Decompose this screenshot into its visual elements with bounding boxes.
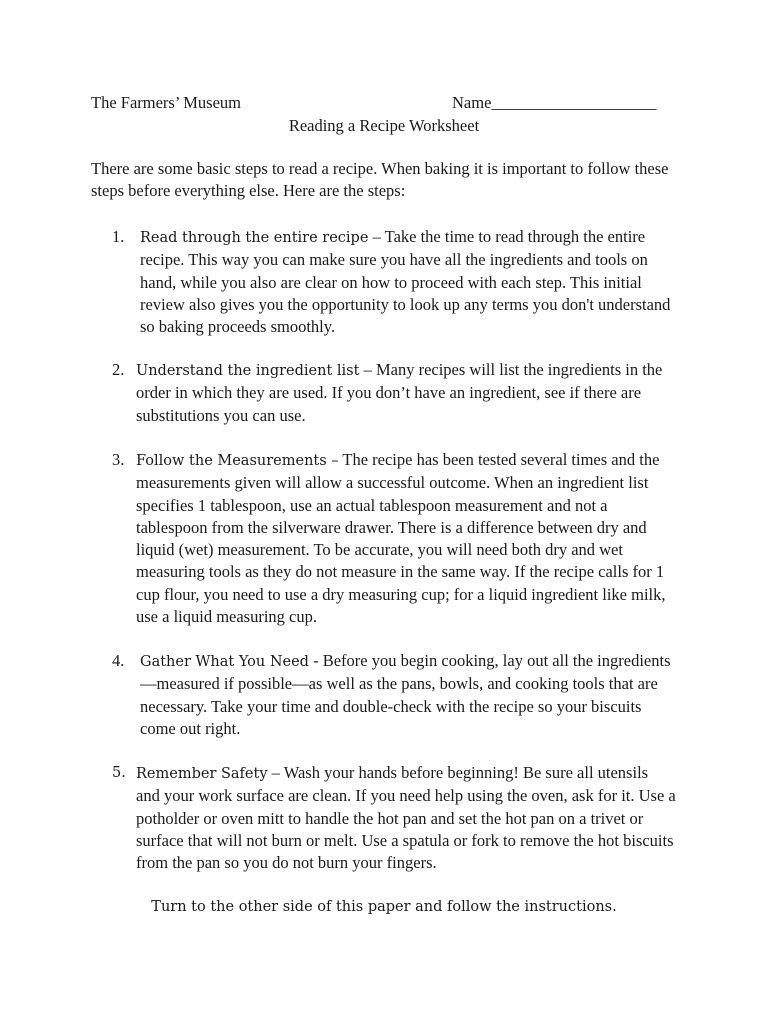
step-number: 3.	[112, 450, 125, 469]
header-row	[91, 92, 691, 114]
step-text: – Many recipes will list the ingredients in the order in which they are used. If you don’t have an ingredient, see if there are substitutions you can use.	[136, 360, 663, 425]
step-number: 5.	[112, 765, 126, 781]
step-heading: Read through the entire recipe	[140, 230, 369, 246]
step-number: 4.	[112, 651, 125, 670]
step-text: – Wash your hands before beginning! Be sure all utensils and your work surface are clean. If you need help using the oven, ask for it. Use a potholder or oven mitt to handle the hot pan and set the hot pan on a trivet or surface that will not burn or melt. Use a spatula or fork to remove the hot biscuits from the pan so you do not burn your fingers.	[136, 763, 676, 873]
step-heading: Understand the ingredient list	[136, 363, 360, 379]
closing-instruction: Turn to the other side of this paper and follow the instructions.	[151, 899, 617, 915]
museum-name: The Farmers’ Museum	[91, 93, 241, 112]
step-number: 2.	[112, 360, 125, 379]
step-body	[136, 449, 676, 628]
step-heading: Gather What You Need	[140, 654, 309, 670]
step-text: - Before you begin cooking, lay out all the ingredients—measured if possible—as well as the pans, bowls, and cooking tools that are necessary. Take your time and double-check with the recipe so your biscuits come out right.	[140, 651, 671, 738]
step-number: 1.	[112, 227, 125, 246]
name-blank-field: Name____________________	[452, 93, 657, 112]
step-body	[136, 762, 676, 874]
step-text: The recipe has been tested several times and the measurements given will allow a successful outcome. When an ingredient list specifies 1 tablespoon, use an actual tablespoon measurement and not a tablespoon from the silverware drawer. There is a difference between dry and liquid (wet) measurement. To be accurate, you will need both dry and wet measuring tools as they do not measure in the same way. If the recipe calls for 1 cup flour, you need to use a dry measuring cup; for a liquid ingredient like milk, use a liquid measuring cup.	[136, 450, 666, 627]
intro-paragraph: There are some basic steps to read a recipe. When baking it is important to follow these steps before everything else. Here are the steps:	[91, 159, 669, 201]
step-body	[136, 359, 676, 427]
step-body	[140, 226, 680, 338]
step-text: – Take the time to read through the entire recipe. This way you can make sure you have all the ingredients and tools on hand, while you also are clear on how to proceed with each step. This initial review also gives you the opportunity to look up any terms you don't understand so baking proceeds smoothly.	[140, 227, 671, 337]
step-heading: Remember Safety	[136, 766, 268, 782]
page-title: Reading a Recipe Worksheet	[288, 116, 480, 135]
step-heading: Follow the Measurements –	[136, 453, 339, 469]
step-body	[140, 650, 680, 740]
